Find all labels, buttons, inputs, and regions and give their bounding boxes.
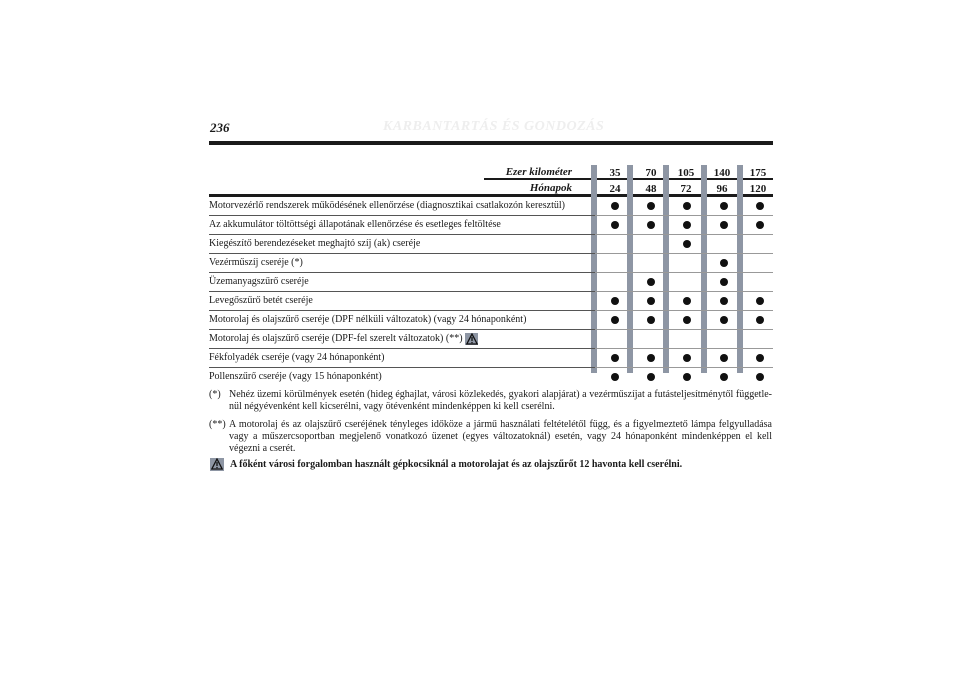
table-row bbox=[209, 311, 773, 330]
warning-triangle-icon bbox=[210, 458, 224, 471]
service-mark-dot bbox=[647, 373, 655, 381]
service-mark-dot bbox=[756, 354, 764, 362]
table-row bbox=[209, 368, 773, 387]
month-value: 48 bbox=[645, 183, 657, 195]
footnote-text: A motorolaj és az olajszűrő cseréjének tényleges időköze a jármű használati feltételétől függ, és a figyelmeztető lámpa felgyulladása vagy a műszercsoportban megjelenő vonatkozó üzenet (egyes változatoknál) esetén, vagy 24 hónaponként mindenképpen el kell végezni a cserét. bbox=[229, 419, 772, 454]
service-mark-dot bbox=[611, 221, 619, 229]
service-mark-dot bbox=[647, 278, 655, 286]
footnote-mark: (**) bbox=[209, 419, 226, 430]
table-row bbox=[209, 292, 773, 311]
month-value: 72 bbox=[680, 183, 692, 195]
km-label: Ezer kilométer bbox=[505, 166, 572, 178]
page-number: 236 bbox=[210, 120, 230, 135]
service-mark-dot bbox=[720, 221, 728, 229]
service-mark-dot bbox=[647, 316, 655, 324]
month-value: 96 bbox=[716, 183, 728, 195]
service-mark-dot bbox=[683, 202, 691, 210]
table-row bbox=[209, 349, 773, 368]
service-mark-dot bbox=[756, 373, 764, 381]
service-mark-dot bbox=[683, 373, 691, 381]
service-mark-dot bbox=[611, 316, 619, 324]
table-row bbox=[209, 254, 773, 273]
service-mark-dot bbox=[720, 297, 728, 305]
service-mark-dot bbox=[683, 297, 691, 305]
row-label: Fékfolyadék cseréje (vagy 24 hónaponként) bbox=[209, 352, 385, 363]
service-mark-dot bbox=[756, 202, 764, 210]
table-row bbox=[209, 197, 773, 216]
service-mark-dot bbox=[720, 354, 728, 362]
row-label: Motorolaj és olajszűrő cseréje (DPF nélküli változatok) (vagy 24 hónaponként) bbox=[209, 314, 527, 325]
service-mark-dot bbox=[720, 278, 728, 286]
row-label: Kiegészítő berendezéseket meghajtó szíj (ak) cseréje bbox=[209, 238, 421, 249]
header-rule bbox=[209, 141, 773, 145]
km-value: 175 bbox=[749, 167, 767, 179]
warning-text: A főként városi forgalomban használt gépkocsiknál a motorolajat és az olajszűrőt 12 havonta kell cserélni. bbox=[230, 458, 683, 470]
service-mark-dot bbox=[720, 202, 728, 210]
service-mark-dot bbox=[683, 354, 691, 362]
table-row bbox=[209, 273, 773, 292]
service-mark-dot bbox=[647, 221, 655, 229]
row-label: Levegőszűrő betét cseréje bbox=[209, 295, 313, 306]
service-mark-dot bbox=[611, 354, 619, 362]
service-mark-dot bbox=[756, 221, 764, 229]
km-value: 35 bbox=[609, 167, 621, 179]
row-label: Vezérműszíj cseréje (*) bbox=[209, 257, 303, 268]
footnote-2 bbox=[209, 419, 772, 457]
service-mark-dot bbox=[756, 297, 764, 305]
service-mark-dot bbox=[611, 373, 619, 381]
service-mark-dot bbox=[720, 316, 728, 324]
chapter-title: KARBANTARTÁS ÉS GONDOZÁS bbox=[383, 119, 605, 134]
service-mark-dot bbox=[683, 240, 691, 248]
km-value: 105 bbox=[677, 167, 695, 179]
row-label: Üzemanyagszűrő cseréje bbox=[209, 276, 309, 287]
row-label: Motorvezérlő rendszerek működésének ellenőrzése (diagnosztikai csatlakozón keresztül) bbox=[209, 200, 565, 211]
service-mark-dot bbox=[611, 297, 619, 305]
table-row bbox=[209, 216, 773, 235]
service-mark-dot bbox=[647, 354, 655, 362]
month-value: 120 bbox=[749, 183, 767, 195]
service-mark-dot bbox=[756, 316, 764, 324]
service-mark-dot bbox=[683, 316, 691, 324]
service-mark-dot bbox=[720, 259, 728, 267]
warning-triangle-icon bbox=[465, 333, 478, 345]
service-mark-dot bbox=[647, 202, 655, 210]
service-mark-dot bbox=[720, 373, 728, 381]
footnote-mark: (*) bbox=[209, 389, 221, 400]
km-value: 140 bbox=[713, 167, 731, 179]
row-label: Pollenszűrő cseréje (vagy 15 hónaponként) bbox=[209, 371, 382, 382]
service-mark-dot bbox=[683, 221, 691, 229]
footnote-1 bbox=[209, 389, 772, 415]
month-value: 24 bbox=[609, 183, 621, 195]
months-label: Hónapok bbox=[529, 182, 572, 194]
service-mark-dot bbox=[647, 297, 655, 305]
service-mark-dot bbox=[611, 202, 619, 210]
footnote-text: Nehéz üzemi körülmények esetén (hideg éghajlat, városi közlekedés, gyakori alapjárat) a vezérműszíjat a futásteljesítménytől függetle-nül négyévenként kell kicserélni, vagy ötévenként mindenképpen ki kell cserélni. bbox=[229, 389, 772, 412]
km-value: 70 bbox=[645, 167, 657, 179]
warning-note bbox=[210, 458, 682, 471]
table-row bbox=[209, 330, 773, 349]
row-label: Motorolaj és olajszűrő cseréje (DPF-fel szerelt változatok) (**) bbox=[209, 333, 463, 344]
row-label: Az akkumulátor töltöttségi állapotának ellenőrzése és esetleges feltöltése bbox=[209, 219, 501, 230]
table-row bbox=[209, 235, 773, 254]
